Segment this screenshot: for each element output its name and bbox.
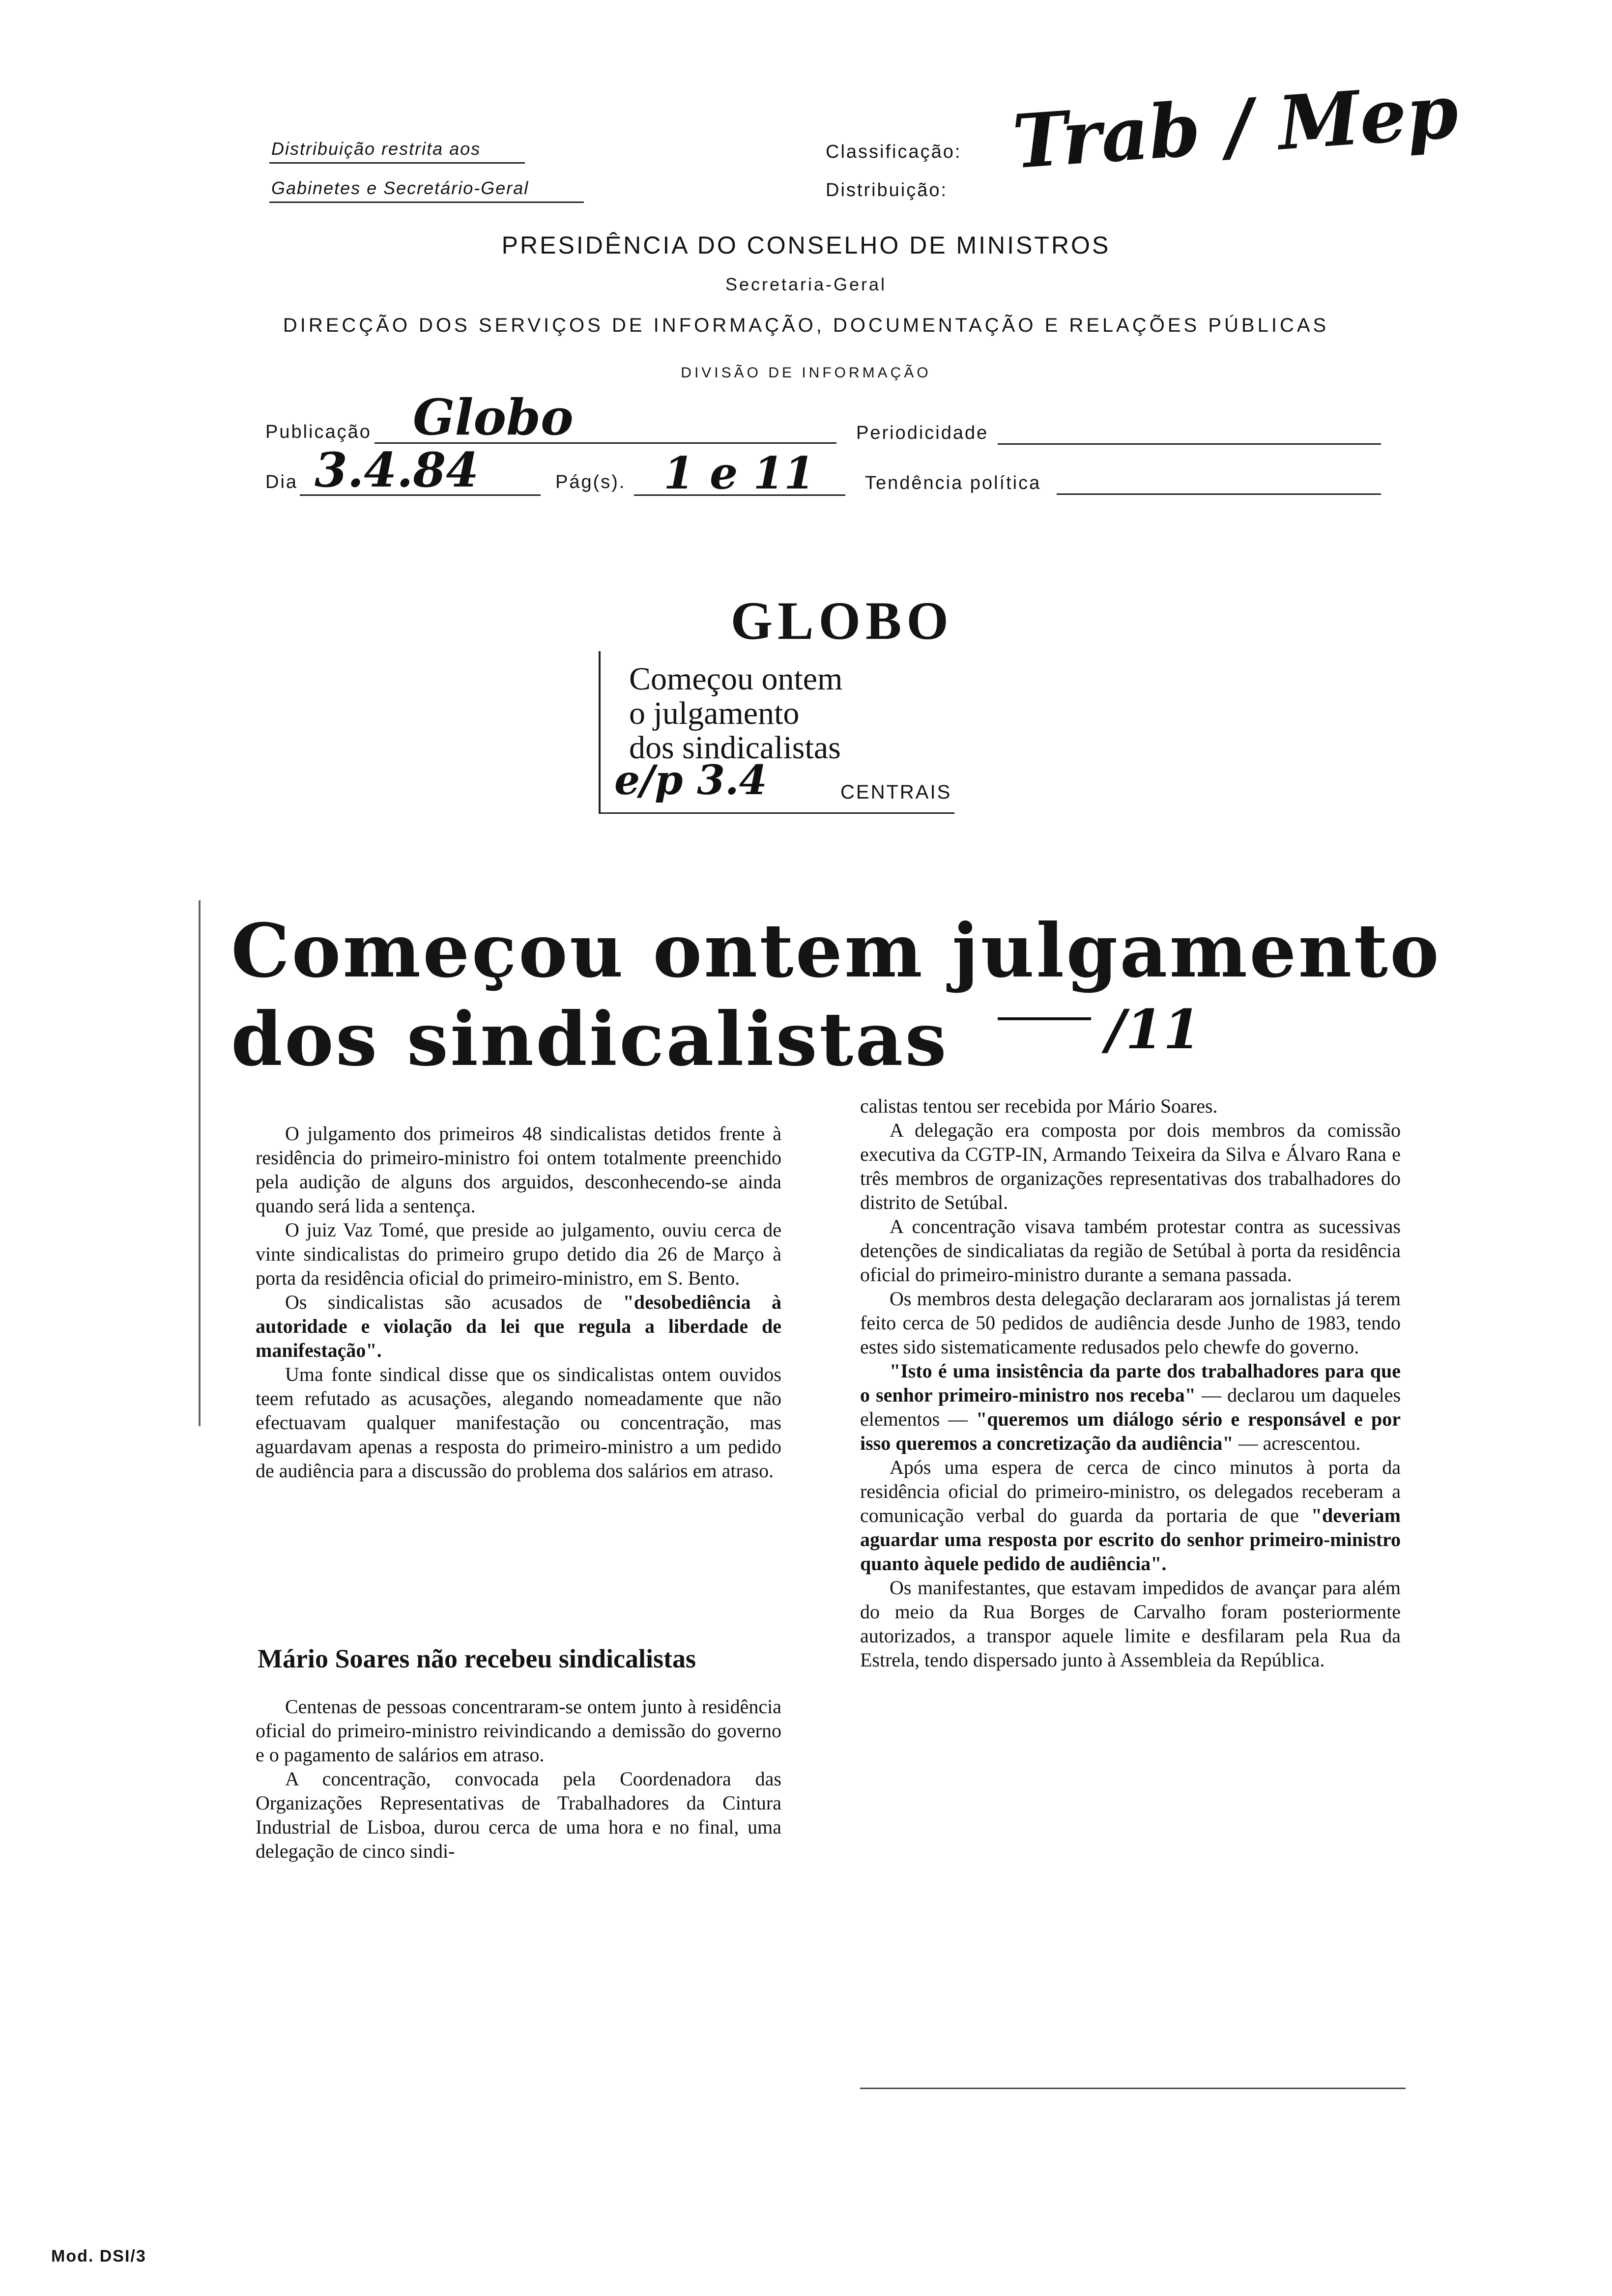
article-dash-mark — [998, 1017, 1091, 1020]
col1-paragraph-5: Centenas de pessoas concentraram-se ontem junto à residência oficial do primeiro-ministro reivindicando a demissão do governo e o pagamento de salários em atraso. — [256, 1695, 781, 1766]
periodicity-line — [998, 443, 1381, 445]
article-end-rule — [860, 2088, 1406, 2089]
article-subheading: Mário Soares não recebeu sindicalistas — [258, 1644, 696, 1673]
tendency-label: Tendência política — [865, 473, 1041, 493]
col2-paragraph-6: Após uma espera de cerca de cinco minutos à porta da residência oficial do primeiro-ministro, os delegados receberam a comunicação verbal do guarda da portaria de que "deveriam aguardar uma resposta por escrito do senhor primeiro-ministro quanto àquele pedido de audiência". — [860, 1456, 1401, 1575]
form-footer-code: Mod. DSI/3 — [51, 2247, 146, 2266]
article-column-1 — [256, 1121, 781, 1483]
distribution-line-1: Distribuição restrita aos — [271, 139, 481, 159]
clipping-section: CENTRAIS — [840, 781, 952, 803]
clipping-handwritten-ref: e/p 3.4 — [614, 757, 767, 804]
col2-paragraph-2: A delegação era composta por dois membros da comissão executiva da CGTP-IN, Armando Teixeira da Silva e Álvaro Rana e três membros de organizações representativas dos trabalhadores do distrito de Setúbal. — [860, 1119, 1401, 1213]
classification-label: Classificação: — [826, 142, 962, 162]
distribution-underline — [269, 162, 525, 164]
periodicity-label: Periodicidade — [856, 423, 989, 443]
date-label: Dia — [265, 472, 298, 492]
directorate-title: DIRECÇÃO DOS SERVIÇOS DE INFORMAÇÃO, DOCUMENTAÇÃO E RELAÇÕES PÚBLICAS — [283, 315, 1329, 336]
article-column-2 — [860, 1094, 1401, 1672]
col1-paragraph-6: A concentração, convocada pela Coordenadora das Organizações Representativas de Trabalhadores da Cintura Industrial de Lisboa, durou cerca de uma hora e no final, uma delegação de cinco sindi- — [256, 1768, 781, 1862]
article-headline-line-2: dos sindicalistas — [231, 996, 949, 1083]
tendency-line — [1057, 493, 1381, 495]
publication-label: Publicação — [265, 422, 372, 442]
distribution-label: Distribuição: — [826, 180, 948, 201]
pages-label: Pág(s). — [555, 472, 626, 492]
col2-paragraph-5: "Isto é uma insistência da parte dos trabalhadores para que o senhor primeiro-ministro nos receba" — declarou um daqueles elementos — "queremos um diálogo sério e responsável e por isso queremos a concretização da audiência" — acrescentou. — [860, 1360, 1401, 1454]
presidency-title: PRESIDÊNCIA DO CONSELHO DE MINISTROS — [501, 231, 1111, 259]
col1-paragraph-3: Os sindicalistas são acusados de "desobediência à autoridade e violação da lei que regula a liberdade de manifestação". — [256, 1291, 782, 1361]
col2-paragraph-7: Os manifestantes, que estavam impedidos de avançar para além do meio da Rua Borges de Carvalho foram posteriormente autorizados, a transpor aquele limite e desfilaram pela Rua da Estrela, tendo dispersado junto à Assembleia da República. — [860, 1577, 1401, 1671]
distribution-underline-2 — [269, 201, 584, 203]
article-left-border — [199, 900, 201, 1426]
clipping-title-line-1: Começou ontem — [629, 661, 843, 697]
publication-value: Globo — [413, 388, 574, 446]
division-title: DIVISÃO DE INFORMAÇÃO — [681, 365, 931, 381]
date-value: 3.4.84 — [315, 442, 479, 498]
clipping-masthead: GLOBO — [730, 591, 953, 651]
col2-paragraph-1: calistas tentou ser recebida por Mário Soares. — [860, 1095, 1218, 1117]
col2-paragraph-3: A concentração visava também protestar contra as sucessivas detenções de sindicaliatas da região de Setúbal à porta da residência oficial do primeiro-ministro durante a semana passada. — [860, 1215, 1401, 1286]
pages-value: 1 e 11 — [663, 447, 815, 499]
handwritten-classification: Trab / Mep — [1009, 68, 1461, 186]
article-page-mark: /11 — [1106, 998, 1201, 1061]
col1-paragraph-2: O juiz Vaz Tomé, que preside ao julgamento, ouviu cerca de vinte sindicalistas do primeiro grupo detido dia 26 de Março à porta da residência oficial do primeiro-ministro, em S. Bento. — [256, 1219, 781, 1289]
col1-paragraph-4: Uma fonte sindical disse que os sindicalistas ontem ouvidos teem refutado as acusações, alegando nomeadamente que não efectuavam qualquer manifestação ou concentração, mas aguardavam apenas a resposta do primeiro-ministro a um pedido de audiência para a discussão do problema dos salários em atraso. — [256, 1363, 781, 1482]
col1-paragraph-1: O julgamento dos primeiros 48 sindicalistas detidos frente à residência do primeiro-ministro foi ontem totalmente preenchido pela audição de alguns dos arguidos, desconhecendo-se ainda quando será lida a sentença. — [256, 1122, 781, 1217]
article-column-1b — [256, 1694, 781, 1863]
clipping-title-line-3: dos sindicalistas — [629, 730, 841, 766]
col2-paragraph-4: Os membros desta delegação declararam aos jornalistas já terem feito cerca de 50 pedidos de audiência desde Junho de 1983, tendo estes sido sistematicamente redusados pelo chewfe do governo. — [860, 1288, 1401, 1358]
distribution-line-2: Gabinetes e Secretário-Geral — [271, 178, 529, 198]
clipping-title-line-2: o julgamento — [629, 695, 800, 731]
article-headline-line-1: Começou ontem julgamento — [231, 908, 1441, 994]
secretariat-title: Secretaria-Geral — [725, 274, 887, 294]
